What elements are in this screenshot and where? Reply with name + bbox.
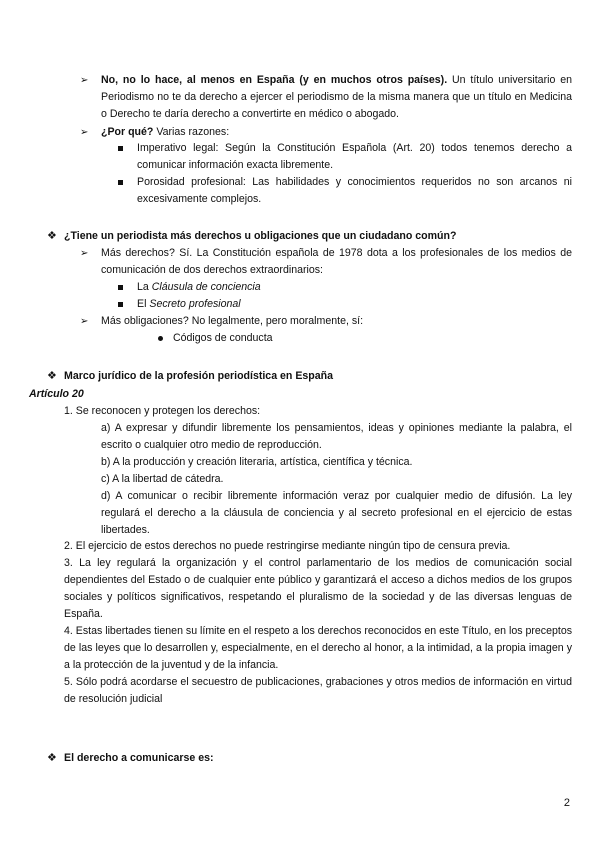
article-item-c: c) A la libertad de cátedra. (101, 473, 224, 485)
paragraph-por-que: ¿Por qué? Varias razones: (101, 126, 230, 138)
arrow-bullet-icon: ➢ (80, 316, 89, 327)
square-bullet-icon (118, 285, 123, 290)
paragraph-mas-derechos: Más derechos? Sí. La Constitución española de 1978 dota a los profesionales de los medios de comunicación de dos derechos extraordinarios: (101, 247, 572, 276)
square-bullet-icon (118, 180, 123, 185)
article-title: Artículo 20 (29, 388, 84, 400)
sub-item-porosidad: Porosidad profesional: Las habilidades y conocimientos requeridos no son arcanos ni excesivamente complejos. (137, 176, 572, 205)
heading-marco-juridico: Marco jurídico de la profesión periodística en España (64, 370, 334, 382)
arrow-bullet-icon: ➢ (80, 127, 89, 138)
sub-item-codigos: Códigos de conducta (173, 332, 273, 344)
heading-derecho-comunicarse: El derecho a comunicarse es: (64, 752, 214, 764)
diamond-bullet-icon: ❖ (47, 230, 57, 242)
square-bullet-icon (118, 302, 123, 307)
paragraph-mas-obligaciones: Más obligaciones? No legalmente, pero moralmente, sí: (101, 315, 364, 327)
arrow-bullet-icon: ➢ (80, 75, 89, 86)
page-number: 2 (563, 797, 570, 809)
sub-item-clausula: La Cláusula de conciencia (137, 281, 261, 293)
article-item-b: b) A la producción y creación literaria, artística, científica y técnica. (101, 456, 413, 468)
paragraph-no-lo-hace: No, no lo hace, al menos en España (y en muchos otros países). Un título universitario en Periodismo no te da derecho a ejercer el periodismo de la misma manera que un título en Medicina o Derecho te daría derecho a convertirte en médico o abogado. (101, 74, 572, 120)
article-item-a: a) A expresar y difundir libremente los pensamientos, ideas y opiniones mediante la palabra, el escrito o cualquier otro medio de reproducción. (101, 422, 572, 451)
heading-derechos-obligaciones: ¿Tiene un periodista más derechos u obligaciones que un ciudadano común? (64, 230, 457, 242)
diamond-bullet-icon: ❖ (47, 370, 57, 382)
arrow-bullet-icon: ➢ (80, 248, 89, 259)
article-point-2: 2. El ejercicio de estos derechos no puede restringirse mediante ningún tipo de censura previa. (64, 540, 511, 552)
sub-item-imperativo-legal: Imperativo legal: Según la Constitución Española (Art. 20) todos tenemos derecho a comunicar información exacta libremente. (137, 142, 572, 171)
article-item-d: d) A comunicar o recibir libremente información veraz por cualquier medio de difusión. La ley regulará el derecho a la cláusula de conciencia y al secreto profesional en el ejercicio de estas libertades. (101, 490, 572, 536)
article-point-3: 3. La ley regulará la organización y el control parlamentario de los medios de comunicación social dependientes del Estado o de cualquier ente público y garantizará el acceso a dichos medios de los grupos sociales y políticos significativos, respetando el pluralismo de la sociedad y de las diversas lenguas de España. (64, 557, 572, 620)
sub-item-secreto: El Secreto profesional (137, 298, 241, 310)
article-point-4: 4. Estas libertades tienen su límite en el respeto a los derechos reconocidos en este Título, en los preceptos de las leyes que lo desarrollen y, especialmente, en el derecho al honor, a la intimidad, a la propia imagen y a la protección de la juventud y de la infancia. (64, 625, 573, 671)
article-point-1: 1. Se reconocen y protegen los derechos: (64, 405, 261, 417)
diamond-bullet-icon: ❖ (47, 752, 57, 764)
circle-bullet-icon (158, 336, 163, 341)
square-bullet-icon (118, 146, 123, 151)
article-point-5: 5. Sólo podrá acordarse el secuestro de publicaciones, grabaciones y otros medios de información en virtud de resolución judicial (64, 676, 572, 705)
